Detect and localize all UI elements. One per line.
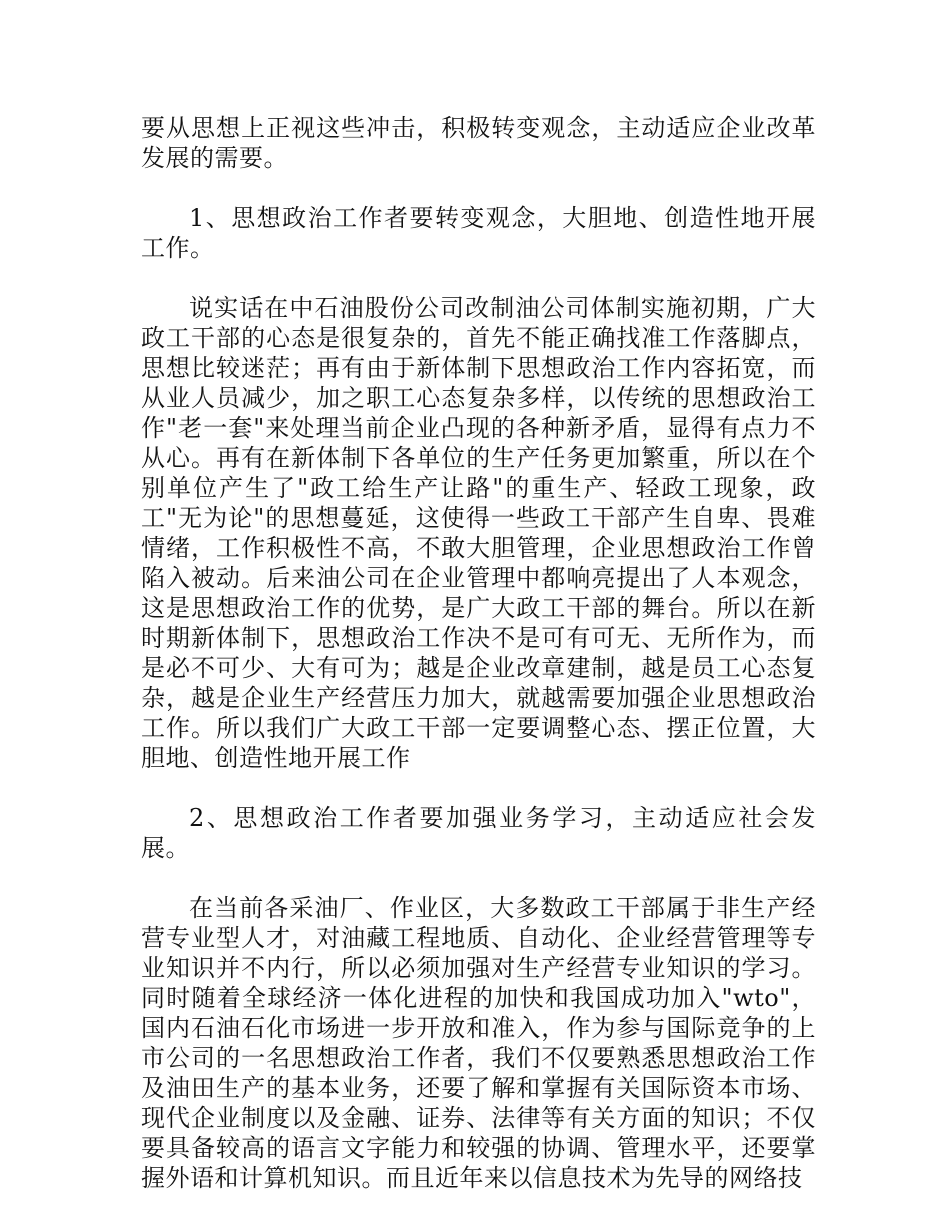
paragraph-heading-2: 2、思想政治工作者要加强业务学习，主动适应社会发展。	[141, 804, 816, 862]
paragraph-body-2: 在当前各采油厂、作业区，大多数政工干部属于非生产经营专业型人才，对油藏工程地质、自动化、企业经营管理等专业知识并不内行，所以必须加强对生产经营专业知识的学习。同时随着全球经济一体化进程的加快和我国成功加入"wto"，国内石油石化市场进一步开放和准入，作为参与国际竞争的上市公司的一名思想政治工作者，我们不仅要熟悉思想政治工作及油田生产的基本业务，还要了解和掌握有关国际资本市场、现代企业制度以及金融、证券、法律等有关方面的知识；不仅要具备较高的语言文字能力和较强的协调、管理水平，还要掌握外语和计算机知识。而且近年来以信息技术为先导的网络技	[141, 894, 816, 1192]
document-page	[141, 113, 816, 1223]
paragraph-intro-continuation: 要从思想上正视这些冲击，积极转变观念，主动适应企业改革发展的需要。	[141, 114, 816, 172]
paragraph-heading-1: 1、思想政治工作者要转变观念，大胆地、创造性地开展工作。	[141, 204, 816, 262]
paragraph-body-1: 说实话在中石油股份公司改制油公司体制实施初期，广大政工干部的心态是很复杂的，首先不能正确找准工作落脚点，思想比较迷茫；再有由于新体制下思想政治工作内容拓宽，而从业人员减少，加之职工心态复杂多样，以传统的思想政治工作"老一套"来处理当前企业凸现的各种新矛盾，显得有点力不从心。再有在新体制下各单位的生产任务更加繁重，所以在个别单位产生了"政工给生产让路"的重生产、轻政工现象，政工"无为论"的思想蔓延，这使得一些政工干部产生自卑、畏难情绪，工作积极性不高，不敢大胆管理，企业思想政治工作曾陷入被动。后来油公司在企业管理中都响亮提出了人本观念，这是思想政治工作的优势，是广大政工干部的舞台。所以在新时期新体制下，思想政治工作决不是可有可无、无所作为，而是必不可少、大有可为；越是企业改章建制，越是员工心态复杂，越是企业生产经营压力加大，就越需要加强企业思想政治工作。所以我们广大政工干部一定要调整心态、摆正位置，大胆地、创造性地开展工作	[141, 294, 816, 772]
